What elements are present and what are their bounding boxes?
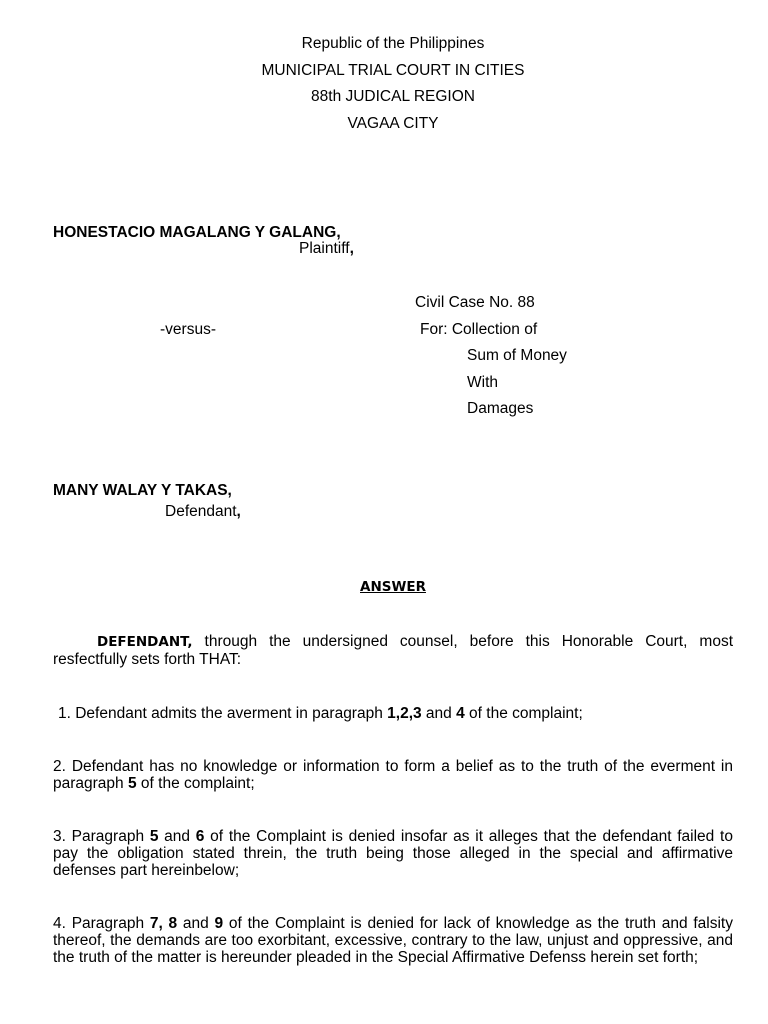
case-nature-line4: Damages [467,400,534,417]
p2-ref: 5 [127,775,137,792]
paragraph-3 [53,828,733,879]
p3-text-b: and [158,828,196,845]
paragraph-2 [53,758,733,792]
defendant-role [165,503,241,520]
intro-lead: DEFENDANT, [97,634,193,650]
p4-ref-a: 7, 8 [149,915,178,932]
p1-text-c: of the complaint; [464,705,583,722]
intro-paragraph [53,633,733,668]
defendant-role-comma: , [236,503,241,520]
case-nature-line1: For: Collection of [420,321,538,338]
p3-ref-a: 5 [149,828,159,845]
header-court: MUNICIPAL TRIAL COURT IN CITIES [261,62,525,79]
versus-label: -versus- [160,321,216,338]
p1-ref-a: 1,2,3 [387,705,422,722]
p3-text-a: 3. Paragraph [53,828,150,845]
p3-text-c: of the Complaint is denied insofar as it alleges that the defendant failed to pay the obligation stated threin, the truth being those alleged in the special and affirmative defenses part hereinbelow; [53,828,733,879]
p4-text-a: 4. Paragraph [53,915,150,932]
p1-text-b: and [421,705,457,722]
case-nature-line2: Sum of Money [467,347,567,364]
p4-ref-b: 9 [214,915,224,932]
p1-text-a: 1. Defendant admits the averment in paragraph [58,705,388,722]
defendant-name: MANY WALAY Y TAKAS, [53,482,232,499]
paragraph-4 [53,915,733,966]
plaintiff-role-comma: , [349,240,354,257]
plaintiff-name: HONESTACIO MAGALANG Y GALANG, [53,224,341,241]
plaintiff-role-label: Plaintiff [299,240,350,257]
case-nature-line3: With [467,374,498,391]
header-republic: Republic of the Philippines [301,35,485,52]
p2-text-b: of the complaint; [136,775,255,792]
p3-ref-b: 6 [195,828,205,845]
paragraph-1 [58,705,738,722]
p1-ref-b: 4 [456,705,465,722]
p4-text-c: of the Complaint is denied for lack of knowledge as the truth and falsity thereof, the demands are too exorbitant, excessive, contrary to the law, unjust and oppressive, and the truth of the matter is hereunder pleaded in the Special Affirmative Defenss herein set forth; [53,915,733,966]
case-number: Civil Case No. 88 [415,294,535,311]
plaintiff-role [299,240,354,257]
p4-text-b: and [177,915,215,932]
document-title: ANSWER [360,579,426,595]
p2-text-a: 2. Defendant has no knowledge or information to form a belief as to the truth of the everment in paragraph [53,758,733,792]
header-region: 88th JUDICAL REGION [311,88,475,105]
header-city: VAGAA CITY [347,115,439,132]
defendant-role-label: Defendant [165,503,237,520]
intro-text: through the undersigned counsel, before this Honorable Court, most resfectfully sets forth THAT: [53,633,733,668]
